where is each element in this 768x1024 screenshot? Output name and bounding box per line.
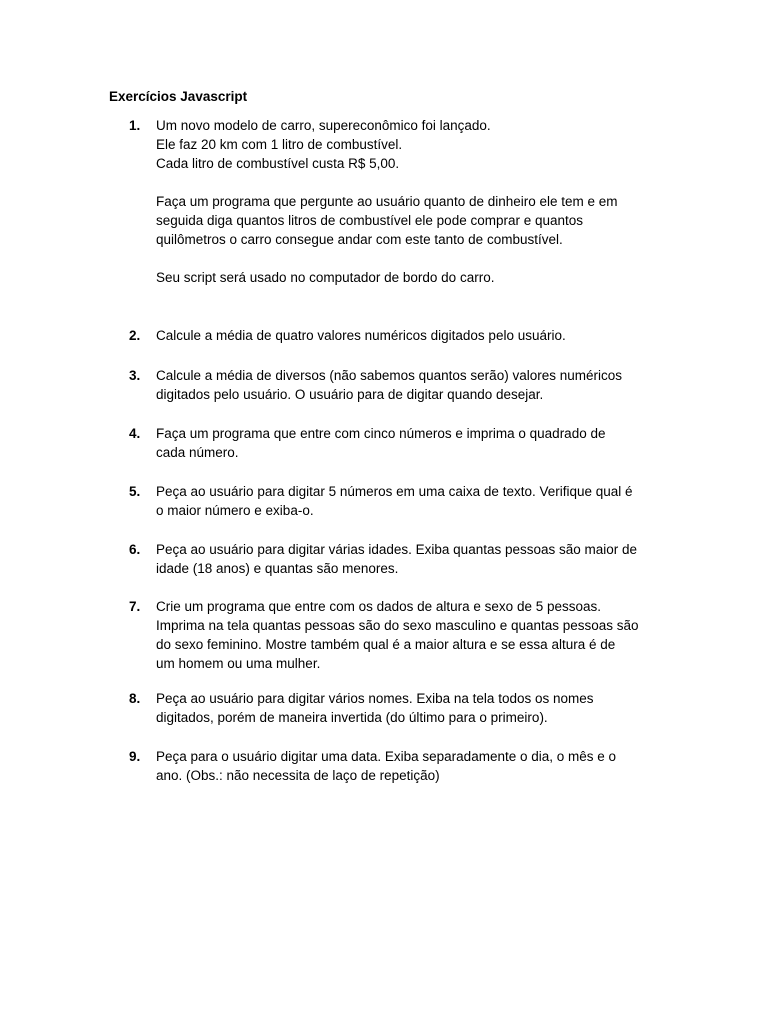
exercise-body [156,597,669,673]
exercise-paragraph [156,192,669,249]
exercise-paragraph [156,597,669,673]
exercise-8 [129,689,669,727]
text-line: idade (18 anos) e quantas são menores. [156,561,399,576]
text-line: Peça ao usuário para digitar vários nomes. Exiba na tela todos os nomes [156,691,594,706]
exercise-number: 2. [129,328,141,343]
exercise-paragraph [156,747,669,785]
exercise-1 [129,116,669,287]
exercise-5 [129,482,669,520]
exercise-body [156,366,669,404]
exercise-body [156,424,669,462]
text-line: Crie um programa que entre com os dados de altura e sexo de 5 pessoas. [156,599,601,614]
text-line: o maior número e exiba-o. [156,503,314,518]
text-line: Seu script será usado no computador de bordo do carro. [156,270,495,285]
text-line: quilômetros o carro consegue andar com este tanto de combustível. [156,232,563,247]
exercise-body [156,116,669,287]
text-line: Faça um programa que entre com cinco números e imprima o quadrado de [156,426,606,441]
text-line: Calcule a média de diversos (não sabemos quantos serão) valores numéricos [156,368,622,383]
exercise-3 [129,366,669,404]
exercise-body [156,482,669,520]
exercise-number: 7. [129,599,141,614]
text-line: Peça ao usuário para digitar 5 números em uma caixa de texto. Verifique qual é [156,484,633,499]
document-title: Exercícios Javascript [109,89,248,104]
exercise-paragraph [156,326,669,345]
exercise-number: 1. [129,118,141,133]
exercise-paragraph [156,540,669,578]
exercise-body [156,747,669,785]
exercise-paragraph [156,268,669,287]
text-line: seguida diga quantos litros de combustível ele pode comprar e quantos [156,213,584,228]
exercise-7 [129,597,669,673]
text-line: Peça para o usuário digitar uma data. Exiba separadamente o dia, o mês e o [156,749,617,764]
exercise-9 [129,747,669,785]
exercise-number: 3. [129,368,141,383]
exercise-paragraph [156,424,669,462]
text-line: Ele faz 20 km com 1 litro de combustível. [156,137,403,152]
exercise-number: 6. [129,542,141,557]
exercise-paragraph [156,116,669,173]
exercise-paragraph [156,366,669,404]
exercise-4 [129,424,669,462]
text-line: Faça um programa que pergunte ao usuário quanto de dinheiro ele tem e em [156,194,618,209]
text-line: Cada litro de combustível custa R$ 5,00. [156,156,400,171]
text-line: digitados pelo usuário. O usuário para de digitar quando desejar. [156,387,544,402]
text-line: ano. (Obs.: não necessita de laço de repetição) [156,768,440,783]
text-line: Calcule a média de quatro valores numéricos digitados pelo usuário. [156,328,566,343]
exercise-paragraph [156,482,669,520]
exercise-body [156,540,669,578]
exercise-body [156,326,669,345]
exercise-6 [129,540,669,578]
text-line: digitados, porém de maneira invertida (do último para o primeiro). [156,710,548,725]
exercise-2 [129,326,669,345]
text-line: cada número. [156,445,239,460]
exercise-paragraph [156,689,669,727]
exercise-number: 8. [129,691,141,706]
text-line: Um novo modelo de carro, supereconômico foi lançado. [156,118,491,133]
exercise-number: 9. [129,749,141,764]
exercise-number: 5. [129,484,141,499]
text-line: do sexo feminino. Mostre também qual é a maior altura e se essa altura é de [156,637,616,652]
exercise-body [156,689,669,727]
text-line: Peça ao usuário para digitar várias idades. Exiba quantas pessoas são maior de [156,542,638,557]
exercise-number: 4. [129,426,141,441]
text-line: Imprima na tela quantas pessoas são do sexo masculino e quantas pessoas são [156,618,639,633]
text-line: um homem ou uma mulher. [156,656,321,671]
